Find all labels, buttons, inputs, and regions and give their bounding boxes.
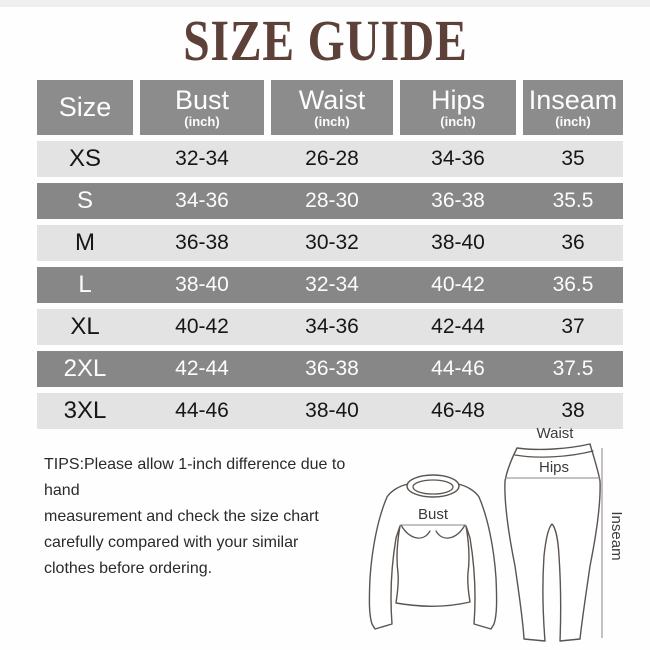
hips-value: 34-36 [431,147,485,170]
hips-value: 36-38 [431,189,485,212]
table-row-s [37,183,623,219]
size-value: XL [70,313,100,340]
inseam-value: 37 [561,315,585,338]
bust-label: Bust [417,506,449,523]
size-value: L [78,271,92,298]
hips-label: Hips [538,459,570,476]
bust-value: 36-38 [175,231,229,254]
inseam-label: Inseam [608,511,625,561]
table-header-row [37,80,623,135]
column-header-label: Size [58,92,112,122]
table-row-xl [37,309,623,345]
waist-value: 26-28 [305,147,359,170]
size-value: XS [68,145,101,172]
column-header-label: Bust [174,85,230,115]
waist-value: 30-32 [305,231,359,254]
column-header-label: Hips [430,85,485,115]
column-header-label: Inseam [528,85,618,115]
column-header-hips [400,80,516,135]
inseam-value: 37.5 [552,357,594,380]
bust-value: 40-42 [175,315,229,338]
table-row-l [37,267,623,303]
tips-line: TIPS:Please allow 1-inch difference due to hand [44,456,346,499]
waist-value: 34-36 [305,315,359,338]
size-value: S [76,187,93,214]
inseam-value: 38 [561,399,585,422]
bust-value: 44-46 [175,399,229,422]
tips-line: measurement and check the size chart [44,508,319,525]
hips-value: 40-42 [431,273,485,296]
bust-value: 38-40 [175,273,229,296]
bust-value: 42-44 [175,357,229,380]
waist-value: 28-30 [305,189,359,212]
table-row-xs [37,141,623,177]
waist-label: Waist [536,425,574,442]
tips-line: carefully compared with your similar [44,534,299,551]
size-value: 2XL [63,355,107,382]
table-row-m [37,225,623,261]
hips-value: 38-40 [431,231,485,254]
column-header-inseam [523,80,623,135]
size-value: 3XL [63,397,107,424]
tips-text [44,452,374,582]
hips-value: 46-48 [431,399,485,422]
leggings-illustration [458,424,648,650]
column-header-unit: (inch) [184,114,220,129]
inseam-value: 35 [561,147,585,170]
hips-value: 44-46 [431,357,485,380]
column-header-size [37,80,133,135]
inseam-value: 35.5 [552,189,594,212]
column-header-unit: (inch) [440,114,476,129]
top-edge-strip [0,0,650,7]
column-header-label: Waist [298,85,366,115]
size-table [37,80,623,429]
page-title-text: SIZE GUIDE [182,8,468,73]
page-title [0,8,650,73]
inseam-value: 36 [561,231,585,254]
size-value: M [75,229,95,256]
column-header-waist [271,80,393,135]
table-body [37,141,623,429]
bust-value: 32-34 [175,147,229,170]
waist-value: 38-40 [305,399,359,422]
bust-value: 34-36 [175,189,229,212]
waist-value: 36-38 [305,357,359,380]
inseam-value: 36.5 [552,273,594,296]
hips-value: 42-44 [431,315,485,338]
tips-line: clothes before ordering. [44,560,213,577]
waist-value: 32-34 [305,273,359,296]
column-header-unit: (inch) [555,114,591,129]
column-header-bust [140,80,264,135]
table-row-2xl [37,351,623,387]
column-header-unit: (inch) [314,114,350,129]
